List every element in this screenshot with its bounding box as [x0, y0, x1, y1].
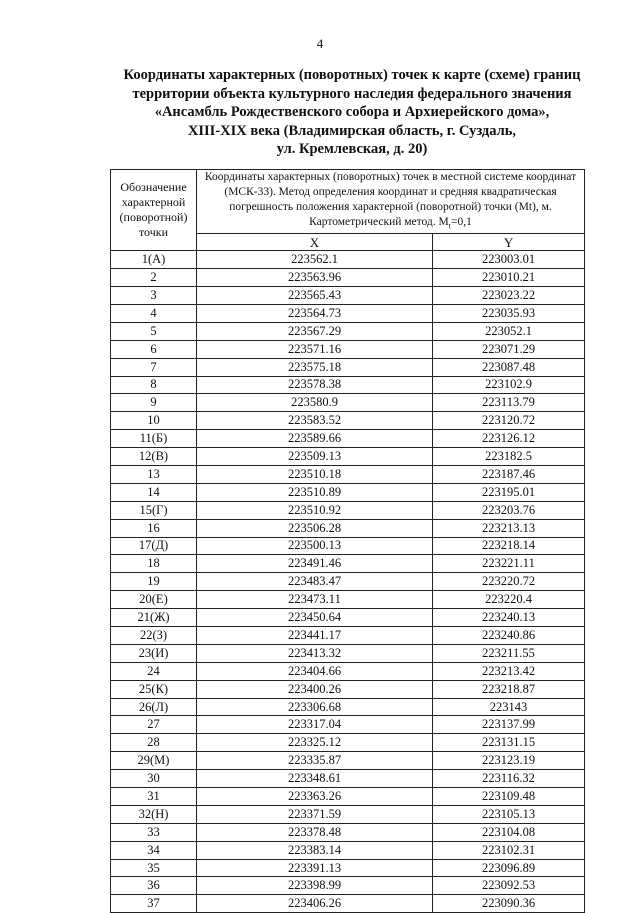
title-line: «Ансамбль Рождественского собора и Архиерейского дома»,	[154, 104, 550, 120]
x-coordinate-cell: 223404.66	[197, 662, 433, 680]
x-coordinate-cell: 223562.1	[197, 251, 433, 269]
y-coordinate-cell: 223195.01	[433, 483, 585, 501]
x-coordinate-cell: 223567.29	[197, 322, 433, 340]
coordinates-table	[110, 169, 585, 913]
table-row	[111, 358, 585, 376]
point-id-cell: 26(Л)	[111, 698, 197, 716]
y-coordinate-cell: 223104.08	[433, 823, 585, 841]
y-coordinate-cell: 223211.55	[433, 644, 585, 662]
x-coordinate-cell: 223563.96	[197, 269, 433, 287]
point-id-cell: 24	[111, 662, 197, 680]
point-id-cell: 20(Е)	[111, 591, 197, 609]
point-id-cell: 31	[111, 788, 197, 806]
table-row	[111, 716, 585, 734]
table-row	[111, 483, 585, 501]
y-coordinate-cell: 223203.76	[433, 501, 585, 519]
point-id-cell: 9	[111, 394, 197, 412]
x-coordinate-cell: 223406.26	[197, 895, 433, 913]
y-coordinate-cell: 223102.9	[433, 376, 585, 394]
coordinates-header-subscript: t	[448, 221, 451, 231]
x-coordinate-cell: 223491.46	[197, 555, 433, 573]
y-coordinate-cell: 223220.4	[433, 591, 585, 609]
table-row	[111, 609, 585, 627]
x-coordinate-cell: 223483.47	[197, 573, 433, 591]
x-coordinate-cell: 223378.48	[197, 823, 433, 841]
table-row	[111, 680, 585, 698]
x-coordinate-cell: 223589.66	[197, 430, 433, 448]
x-coordinate-cell: 223509.13	[197, 448, 433, 466]
x-coordinate-cell: 223565.43	[197, 287, 433, 305]
y-coordinate-cell: 223240.86	[433, 627, 585, 645]
table-row	[111, 698, 585, 716]
point-id-cell: 37	[111, 895, 197, 913]
table-row	[111, 412, 585, 430]
table-row	[111, 823, 585, 841]
y-coordinate-cell: 223071.29	[433, 340, 585, 358]
x-coordinate-cell: 223325.12	[197, 734, 433, 752]
y-coordinate-cell: 223090.36	[433, 895, 585, 913]
table-row	[111, 501, 585, 519]
point-id-cell: 25(К)	[111, 680, 197, 698]
x-coordinate-cell: 223506.28	[197, 519, 433, 537]
table-row	[111, 770, 585, 788]
y-coordinate-cell: 223092.53	[433, 877, 585, 895]
x-coordinate-cell: 223510.92	[197, 501, 433, 519]
point-id-cell: 5	[111, 322, 197, 340]
x-coordinate-cell: 223580.9	[197, 394, 433, 412]
x-coordinate-cell: 223398.99	[197, 877, 433, 895]
table-header	[111, 170, 585, 251]
point-id-cell: 1(А)	[111, 251, 197, 269]
point-id-cell: 28	[111, 734, 197, 752]
y-coordinate-cell: 223182.5	[433, 448, 585, 466]
point-id-cell: 12(В)	[111, 448, 197, 466]
y-coordinate-cell: 223218.87	[433, 680, 585, 698]
table-row	[111, 805, 585, 823]
table-row	[111, 895, 585, 913]
y-coordinate-cell: 223113.79	[433, 394, 585, 412]
x-coordinate-cell: 223575.18	[197, 358, 433, 376]
x-header: X	[197, 234, 433, 251]
y-coordinate-cell: 223116.32	[433, 770, 585, 788]
page-number: 4	[316, 36, 324, 51]
table-row	[111, 322, 585, 340]
table-row	[111, 394, 585, 412]
x-coordinate-cell: 223510.89	[197, 483, 433, 501]
point-id-cell: 35	[111, 859, 197, 877]
point-id-cell: 23(И)	[111, 644, 197, 662]
point-id-cell: 22(З)	[111, 627, 197, 645]
table-row	[111, 752, 585, 770]
x-coordinate-cell: 223473.11	[197, 591, 433, 609]
table-row	[111, 644, 585, 662]
table-row	[111, 859, 585, 877]
title-line: Координаты характерных (поворотных) точек к карте (схеме) границ	[123, 67, 581, 83]
point-id-cell: 34	[111, 841, 197, 859]
x-coordinate-cell: 223383.14	[197, 841, 433, 859]
document-title	[100, 66, 604, 159]
point-id-cell: 10	[111, 412, 197, 430]
x-coordinate-cell: 223450.64	[197, 609, 433, 627]
point-id-cell: 7	[111, 358, 197, 376]
point-id-cell: 16	[111, 519, 197, 537]
y-coordinate-cell: 223035.93	[433, 304, 585, 322]
point-designation-header: Обозначение характерной (поворотной) точки	[111, 170, 197, 251]
point-id-cell: 21(Ж)	[111, 609, 197, 627]
y-coordinate-cell: 223240.13	[433, 609, 585, 627]
x-coordinate-cell: 223371.59	[197, 805, 433, 823]
y-coordinate-cell: 223010.21	[433, 269, 585, 287]
y-coordinate-cell: 223096.89	[433, 859, 585, 877]
table-body	[111, 251, 585, 913]
x-coordinate-cell: 223317.04	[197, 716, 433, 734]
table-row	[111, 877, 585, 895]
point-id-cell: 15(Г)	[111, 501, 197, 519]
y-coordinate-cell: 223218.14	[433, 537, 585, 555]
y-coordinate-cell: 223220.72	[433, 573, 585, 591]
point-id-cell: 6	[111, 340, 197, 358]
table-row	[111, 734, 585, 752]
point-id-cell: 27	[111, 716, 197, 734]
point-id-cell: 18	[111, 555, 197, 573]
y-coordinate-cell: 223003.01	[433, 251, 585, 269]
x-coordinate-cell: 223441.17	[197, 627, 433, 645]
y-coordinate-cell: 223109.48	[433, 788, 585, 806]
table-row	[111, 662, 585, 680]
title-line: XIII-XIX века (Владимирская область, г. Суздаль,	[187, 122, 517, 139]
y-coordinate-cell: 223213.13	[433, 519, 585, 537]
x-coordinate-cell: 223500.13	[197, 537, 433, 555]
x-coordinate-cell: 223335.87	[197, 752, 433, 770]
table-row	[111, 340, 585, 358]
y-coordinate-cell: 223126.12	[433, 430, 585, 448]
y-coordinate-cell: 223105.13	[433, 805, 585, 823]
y-header: Y	[433, 234, 585, 251]
table-row	[111, 591, 585, 609]
x-coordinate-cell: 223510.18	[197, 465, 433, 483]
table-row	[111, 537, 585, 555]
point-id-cell: 8	[111, 376, 197, 394]
coordinates-header-value: =0,1	[451, 216, 472, 228]
x-coordinate-cell: 223391.13	[197, 859, 433, 877]
y-coordinate-cell: 223131.15	[433, 734, 585, 752]
point-id-cell: 3	[111, 287, 197, 305]
point-id-cell: 29(М)	[111, 752, 197, 770]
point-id-cell: 33	[111, 823, 197, 841]
x-coordinate-cell: 223564.73	[197, 304, 433, 322]
point-id-cell: 11(Б)	[111, 430, 197, 448]
x-coordinate-cell: 223583.52	[197, 412, 433, 430]
y-coordinate-cell: 223221.11	[433, 555, 585, 573]
table-row	[111, 788, 585, 806]
y-coordinate-cell: 223023.22	[433, 287, 585, 305]
y-coordinate-cell: 223137.99	[433, 716, 585, 734]
table-row	[111, 251, 585, 269]
point-id-cell: 36	[111, 877, 197, 895]
table-row	[111, 376, 585, 394]
coordinates-header-text: Координаты характерных (поворотных) точек в местной системе координат (МСК-33). Метод определения координат и средняя квадратическая погрешность положения характерной (поворотной) точки (Mt), м. Картометрический метод. M	[204, 171, 577, 228]
y-coordinate-cell: 223187.46	[433, 465, 585, 483]
point-id-cell: 32(Н)	[111, 805, 197, 823]
y-coordinate-cell: 223052.1	[433, 322, 585, 340]
point-id-cell: 14	[111, 483, 197, 501]
point-id-cell: 13	[111, 465, 197, 483]
y-coordinate-cell: 223120.72	[433, 412, 585, 430]
table-row	[111, 287, 585, 305]
y-coordinate-cell: 223087.48	[433, 358, 585, 376]
table-row	[111, 555, 585, 573]
table-row	[111, 465, 585, 483]
x-coordinate-cell: 223571.16	[197, 340, 433, 358]
table-row	[111, 304, 585, 322]
y-coordinate-cell: 223143	[433, 698, 585, 716]
x-coordinate-cell: 223348.61	[197, 770, 433, 788]
x-coordinate-cell: 223413.32	[197, 644, 433, 662]
table-row	[111, 430, 585, 448]
y-coordinate-cell: 223102.31	[433, 841, 585, 859]
y-coordinate-cell: 223213.42	[433, 662, 585, 680]
coordinates-header	[197, 170, 585, 234]
x-coordinate-cell: 223363.26	[197, 788, 433, 806]
point-id-cell: 17(Д)	[111, 537, 197, 555]
table-row	[111, 841, 585, 859]
table-row	[111, 519, 585, 537]
table-row	[111, 573, 585, 591]
y-coordinate-cell: 223123.19	[433, 752, 585, 770]
x-coordinate-cell: 223306.68	[197, 698, 433, 716]
point-id-cell: 30	[111, 770, 197, 788]
point-id-cell: 2	[111, 269, 197, 287]
point-id-cell: 19	[111, 573, 197, 591]
title-line: территории объекта культурного наследия федерального значения	[132, 85, 572, 102]
table-row	[111, 269, 585, 287]
title-line: ул. Кремлевская, д. 20)	[276, 141, 428, 157]
table-row	[111, 448, 585, 466]
table-row	[111, 627, 585, 645]
point-id-cell: 4	[111, 304, 197, 322]
x-coordinate-cell: 223400.26	[197, 680, 433, 698]
x-coordinate-cell: 223578.38	[197, 376, 433, 394]
